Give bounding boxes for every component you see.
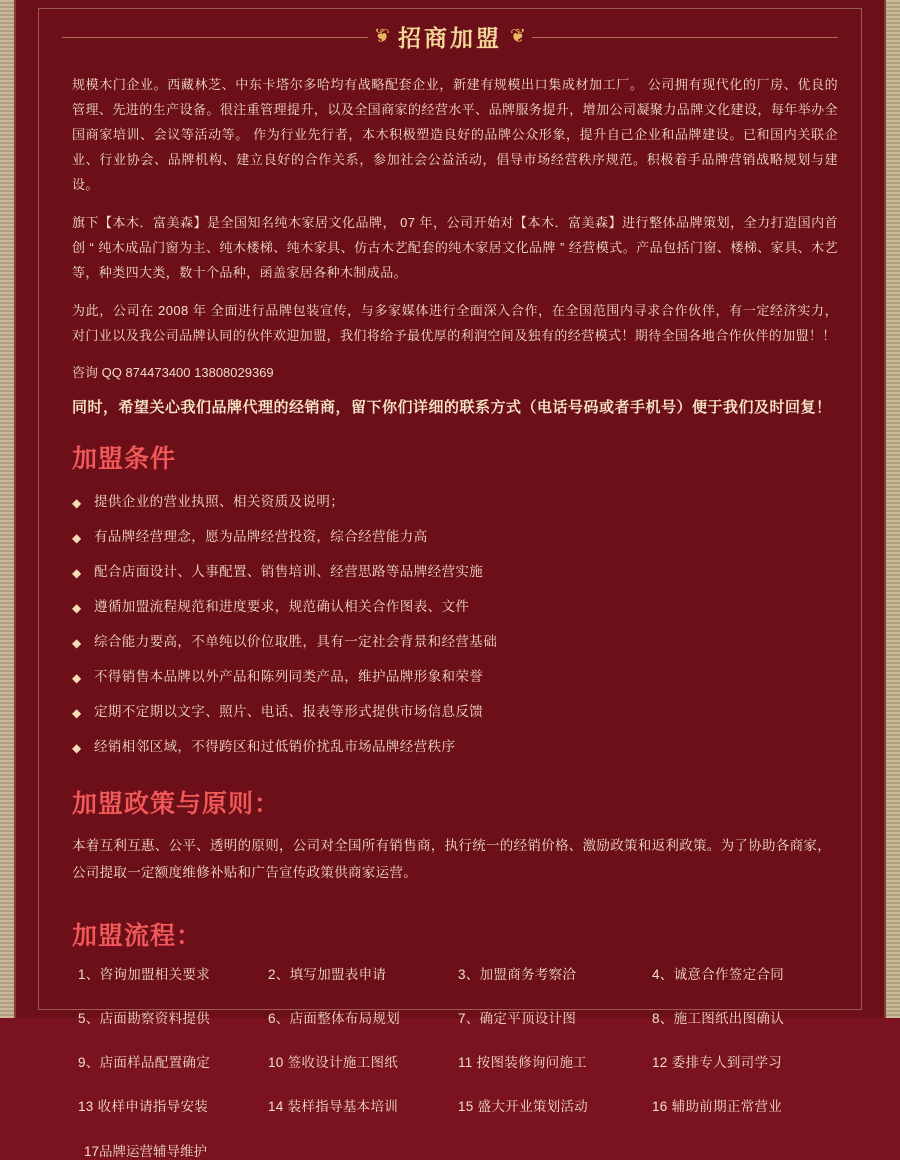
flourish-left-icon: ❦ [374,25,390,47]
process-step: 9、店面样品配置确定 [78,1055,211,1070]
process-step: 8、施工图纸出图确认 [652,1011,785,1026]
list-item [72,631,838,653]
process-step: 10 签收设计施工图纸 [268,1055,399,1070]
list-item-label: 综合能力要高，不单纯以价位取胜，具有一定社会背景和经营基础 [94,634,498,649]
list-item-label: 提供企业的营业执照、相关资质及说明； [94,494,345,509]
diamond-bullet-icon: ◆ [72,636,82,650]
process-step: 5、店面勘察资料提供 [78,1011,211,1026]
diamond-bullet-icon: ◆ [72,706,82,720]
diamond-bullet-icon: ◆ [72,741,82,755]
list-item-label: 遵循加盟流程规范和进度要求，规范确认相关合作图表、文件 [94,599,470,614]
list-item-label: 有品牌经营理念，愿为品牌经营投资，综合经营能力高 [94,529,428,544]
list-item [72,561,838,583]
process-step: 2、填写加盟表申请 [268,967,387,982]
page-header [16,0,884,72]
diamond-bullet-icon: ◆ [72,601,82,615]
process-step: 7、确定平顶设计图 [458,1011,577,1026]
diamond-bullet-icon: ◆ [72,671,82,685]
policy-body [72,832,838,886]
list-item-label: 定期不定期以文字、照片、电话、报表等形式提供市场信息反馈 [94,704,484,719]
policy-line-2: 公司提取一定额度维修补贴和广告宣传政策供商家运营。 [72,865,417,880]
decorative-border-right [886,0,900,1018]
policy-heading: 加盟政策与原则： [72,789,281,818]
process-step-grid [72,964,838,1118]
list-item-label: 配合店面设计、人事配置、销售培训、经营思路等品牌经营实施 [94,564,484,579]
process-step: 11 按图装修询问施工 [458,1055,588,1070]
diamond-bullet-icon: ◆ [72,531,82,545]
intro-paragraph-2: 旗下【本木．富美森】是全国知名纯木家居文化品牌， 07 年，公司开始对【本木．富美森】进行整体品牌策划，全力打造国内首创 “ 纯木成品门窗为主、纯木楼梯、纯木家具、仿古木艺配套的纯木家居文化品牌 ” 经营模式。产品包括门窗、楼梯、家具、木艺等，种类四大类，数十个品种，函盖家居各种木制成品。 [72,215,838,280]
diamond-bullet-icon: ◆ [72,566,82,580]
process-step: 16 辅助前期正常营业 [652,1099,783,1114]
process-heading: 加盟流程： [72,921,203,950]
list-item-label: 经销相邻区域，不得跨区和过低销价扰乱市场品牌经营秩序 [94,739,456,754]
title-block [368,20,532,53]
content-frame [14,0,886,1159]
list-item [72,736,838,758]
process-step: 1、咨询加盟相关要求 [78,967,211,982]
intro-paragraph-3: 为此，公司在 2008 年 全面进行品牌包装宣传，与多家媒体进行全面深入合作，在全国范围内寻求合作伙伴，有一定经济实力，对门业以及我公司品牌认同的伙伴欢迎加盟，我们将给予最优厚的利润空间及独有的经营模式！期待全国各地合作伙伴的加盟！！ [72,303,838,343]
intro-paragraph-1: 规模木门企业。西藏林芝、中东卡塔尔多哈均有战略配套企业，新建有规模出口集成材加工厂。 公司拥有现代化的厂房、优良的管理、先进的生产设备。很注重管理提升，以及全国商家的经营水平、品牌服务提升，增加公司凝聚力品牌文化建设，每年举办全国商家培训、会议等活动等。 作为行业先行者，本木积极塑造良好的品牌公众形象，提升自己企业和品牌建设。已和国内关联企业、行业协会、品牌机构、建立良好的合作关系，参加社会公益活动，倡导市场经营秩序规范。积极着手品牌营销战略规划与建设。 [72,77,838,192]
list-item [72,701,838,723]
process-step: 3、加盟商务考察洽 [458,967,577,982]
process-step: 15 盛大开业策划活动 [458,1099,589,1114]
page-title: 招商加盟 [398,25,502,52]
process-step: 12 委排专人到司学习 [652,1055,783,1070]
flourish-right-icon: ❦ [510,25,526,47]
diamond-bullet-icon: ◆ [72,496,82,510]
process-step: 6、店面整体布局规划 [268,1011,401,1026]
list-item [72,526,838,548]
page-content [16,72,884,1160]
policy-line-1: 本着互利互惠、公平、透明的原则，公司对全国所有销售商，执行统一的经销价格、激励政策和返利政策。为了协助各商家， [72,838,831,853]
process-step-final: 17品牌运营辅导维护 [84,1144,208,1159]
decorative-border-left [0,0,14,1018]
highlight-note: 同时，希望关心我们品牌代理的经销商，留下你们详细的联系方式（电话号码或者手机号）便于我们及时回复！ [72,399,832,416]
conditions-heading: 加盟条件 [72,444,177,473]
list-item [72,666,838,688]
conditions-list [72,491,838,758]
contact-line: 咨询 QQ 874473400 13808029369 [72,365,274,380]
process-step: 13 收样申请指导安装 [78,1099,209,1114]
list-item [72,596,838,618]
list-item-label: 不得销售本品牌以外产品和陈列同类产品，维护品牌形象和荣誉 [94,669,484,684]
list-item [72,491,838,513]
process-step: 14 装样指导基本培训 [268,1099,399,1114]
process-step: 4、诚意合作签定合同 [652,967,785,982]
decorative-border-right-inner [886,0,900,1018]
decorative-border-left-inner [0,0,14,1018]
